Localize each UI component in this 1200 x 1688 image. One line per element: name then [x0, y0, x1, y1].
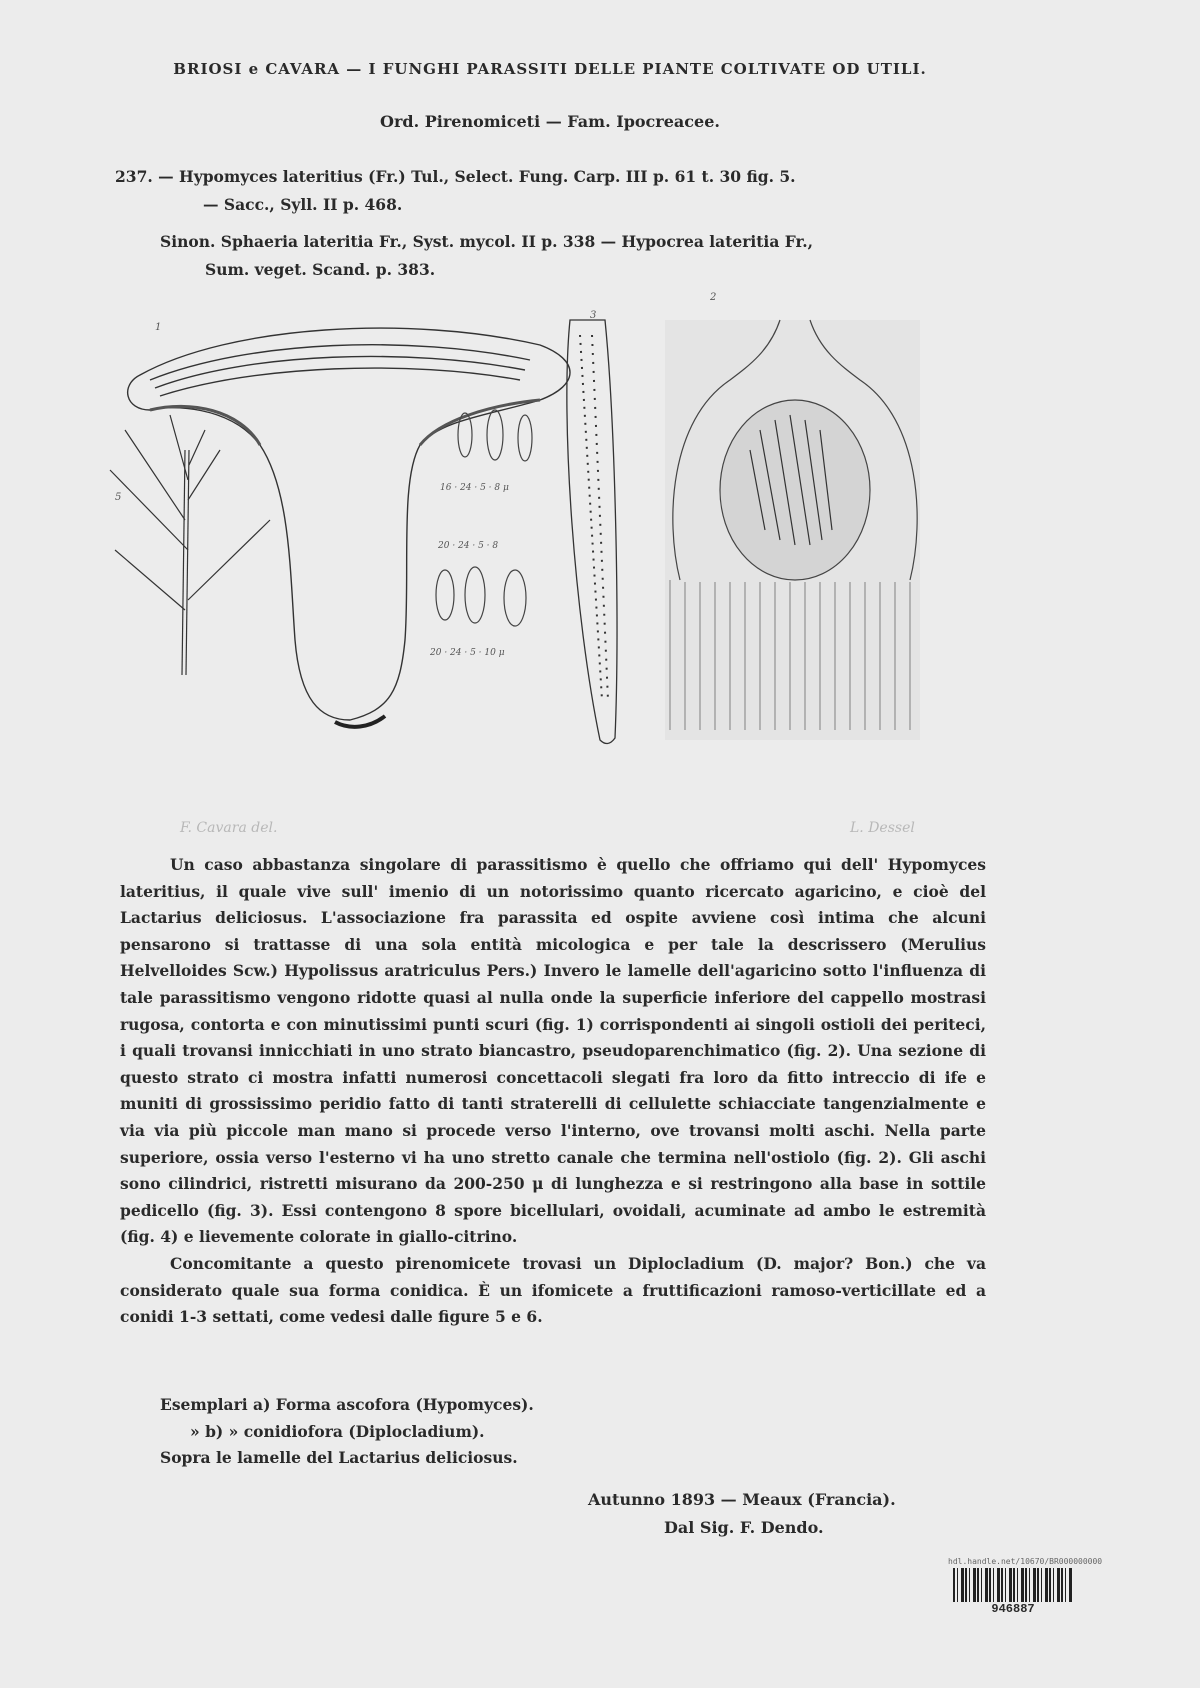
barcode-label — [948, 1557, 1103, 1616]
measurement-label: 20 · 24 · 5 · 10 μ — [430, 648, 505, 658]
measurement-label: 16 · 24 · 5 · 8 μ — [440, 483, 509, 493]
barcode-number: 946887 — [991, 1602, 1035, 1616]
mushroom-drawing — [128, 328, 570, 727]
figure-label-2: 2 — [710, 292, 717, 303]
specimen-line: » b) » conidiofora (Diplocladium). — [190, 1421, 485, 1441]
conidiophore-drawing — [110, 415, 270, 675]
substrate-line: Sopra le lamelle del Lactarius deliciosus. — [160, 1448, 518, 1468]
collector: Dal Sig. F. Dendo. — [664, 1518, 824, 1537]
running-header: BRIOSI e CAVARA — I FUNGHI PARASSITI DELLE PIANTE COLTIVATE OD UTILI. — [173, 60, 927, 78]
figure-label-5: 5 — [115, 492, 122, 503]
taxonomic-order: Ord. Pirenomiceti — Fam. Ipocreacee. — [380, 112, 720, 131]
figure-label-3: 3 — [590, 310, 597, 321]
specimens-list — [160, 1392, 980, 1472]
engraver-signature: L. Dessel — [850, 820, 915, 836]
species-entry-line-2: — Sacc., Syll. II p. 468. — [203, 195, 403, 214]
ascus-drawing — [567, 320, 617, 744]
synonyms-line-1: Sinon. Sphaeria lateritia Fr., Syst. mycol. II p. 338 — Hypocrea lateritia Fr., — [160, 232, 814, 251]
specimen-line: Esemplari a) Forma ascofora (Hypomyces). — [160, 1395, 534, 1414]
spores-drawing — [436, 410, 532, 626]
barcode-icon — [953, 1568, 1073, 1602]
paragraph: Concomitante a questo pirenomicete trovasi un Diplocladium (D. major? Bon.) che va considerato quale sua forma conidica. È un ifomicete a fruttificazioni ramoso-verticillate ed a conidi 1-3 settati, come vedesi dalle figure 5 e 6. — [120, 1253, 986, 1327]
species-entry — [115, 163, 985, 219]
figure-label-1: 1 — [155, 322, 162, 333]
perithecium-section-drawing — [665, 320, 920, 740]
locality-date: Autunno 1893 — Meaux (Francia). — [588, 1490, 896, 1509]
species-entry-line-1: 237. — Hypomyces lateritius (Fr.) Tul., Select. Fung. Carp. III p. 61 t. 30 fig. 5. — [115, 167, 796, 186]
collection-locality — [588, 1486, 948, 1542]
barcode-url: hdl.handle.net/10670/BR000000000 — [948, 1557, 1103, 1566]
synonyms — [160, 228, 990, 284]
description-text — [120, 852, 986, 1331]
paragraph: Un caso abbastanza singolare di parassitismo è quello che offriamo qui dell' Hypomyces lateritius, il quale vive sull' imenio di un notorissimo quanto ricercato agaricino, e cioè del Lactarius deliciosus. L'associazione fra parassita ed ospite avviene così intima che alcuni pensarono si trattasse di una sola entità micologica e per tale la descrissero (Merulius Helvelloides Scw.) Hypolissus aratriculus Pers.) Invero le lamelle dell'agaricino sotto l'influenza di tale parassitismo vengono ridotte quasi al nulla onde la superficie inferiore del cappello mostrasi rugosa, contorta e con minutissimi punti scuri (fig. 1) corrispondenti ai singoli ostioli dei periteci, i quali trovansi innicchiati in uno strato biancastro, pseudoparenchimatico (fig. 2). Una sezione di questo strato ci mostra infatti numerosi concettacoli slegati fra loro da fitto intreccio di ife e muniti di grossissimo peridio fatto di tanti straterelli di cellulette schiacciate tangenzialmente e via via più piccole man mano si procede verso l'interno, ove trovansi molti aschi. Nella parte superiore, ossia verso l'esterno vi ha uno stretto canale che termina nell'ostiolo (fig. 2). Gli aschi sono cilindrici, ristretti misurano da 200-250 μ di lunghezza e si restringono alla base in sottile pedicello (fig. 3). Essi contengono 8 spore bicellulari, ovoidali, acuminate ad ambo le estremità (fig. 4) e lievemente colorate in giallo-citrino. — [120, 855, 986, 1247]
illustrator-signature: F. Cavara del. — [180, 820, 278, 836]
measurement-label: 20 · 24 · 5 · 8 — [438, 541, 499, 551]
synonyms-line-2: Sum. veget. Scand. p. 383. — [205, 260, 436, 279]
botanical-illustration — [110, 292, 990, 790]
